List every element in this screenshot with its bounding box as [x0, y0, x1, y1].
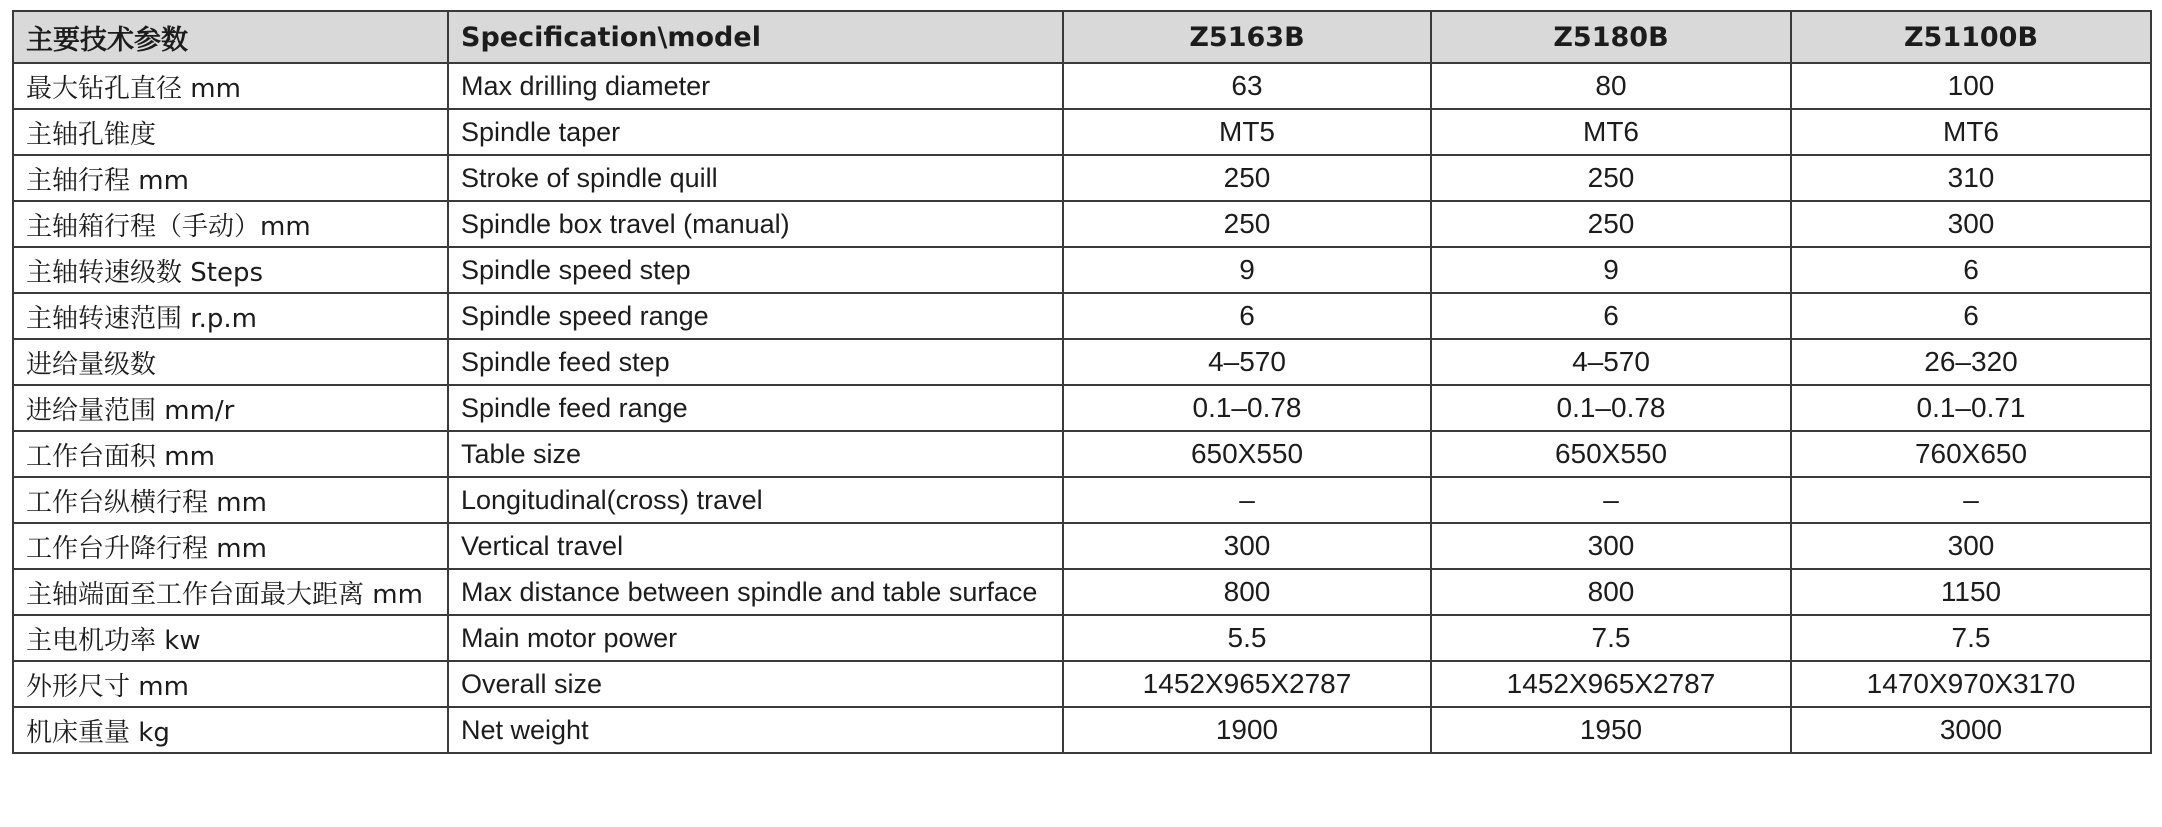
- cell-value: 80: [1431, 63, 1791, 109]
- cell-value: –: [1431, 477, 1791, 523]
- cell-value: 300: [1063, 523, 1431, 569]
- row-label-en: Spindle feed step: [448, 339, 1063, 385]
- table-row: [13, 661, 2151, 707]
- cell-value: 1900: [1063, 707, 1431, 753]
- row-label-cn: 主电机功率 kw: [13, 615, 448, 661]
- header-model-z5163b: Z5163B: [1063, 11, 1431, 63]
- row-label-cn: 主轴端面至工作台面最大距离 mm: [13, 569, 448, 615]
- table-row: [13, 339, 2151, 385]
- cell-value: 300: [1791, 201, 2151, 247]
- row-label-en: Vertical travel: [448, 523, 1063, 569]
- cell-value: 63: [1063, 63, 1431, 109]
- row-label-en: Overall size: [448, 661, 1063, 707]
- cell-value: 5.5: [1063, 615, 1431, 661]
- cell-value: 310: [1791, 155, 2151, 201]
- row-label-en: Spindle taper: [448, 109, 1063, 155]
- cell-value: 3000: [1791, 707, 2151, 753]
- cell-value: 250: [1063, 201, 1431, 247]
- table-row: [13, 431, 2151, 477]
- cell-value: 6: [1791, 247, 2151, 293]
- table-row: [13, 201, 2151, 247]
- cell-value: 9: [1063, 247, 1431, 293]
- row-label-cn: 主轴转速级数 Steps: [13, 247, 448, 293]
- row-label-en: Spindle box travel (manual): [448, 201, 1063, 247]
- table-body: [13, 63, 2151, 753]
- row-label-en: Max distance between spindle and table surface: [448, 569, 1063, 615]
- cell-value: MT6: [1791, 109, 2151, 155]
- header-row: [13, 11, 2151, 63]
- cell-value: 250: [1063, 155, 1431, 201]
- row-label-en: Stroke of spindle quill: [448, 155, 1063, 201]
- cell-value: 7.5: [1791, 615, 2151, 661]
- cell-value: 26–320: [1791, 339, 2151, 385]
- cell-value: 300: [1791, 523, 2151, 569]
- cell-value: 250: [1431, 155, 1791, 201]
- row-label-en: Longitudinal(cross) travel: [448, 477, 1063, 523]
- cell-value: MT6: [1431, 109, 1791, 155]
- table-row: [13, 293, 2151, 339]
- row-label-cn: 主轴箱行程（手动）mm: [13, 201, 448, 247]
- table-row: [13, 523, 2151, 569]
- cell-value: 1470X970X3170: [1791, 661, 2151, 707]
- cell-value: 6: [1431, 293, 1791, 339]
- row-label-en: Max drilling diameter: [448, 63, 1063, 109]
- cell-value: 0.1–0.78: [1431, 385, 1791, 431]
- header-param-cn: 主要技术参数: [13, 11, 448, 63]
- table-row: [13, 385, 2151, 431]
- table-row: [13, 63, 2151, 109]
- spec-sheet: [12, 10, 2150, 815]
- table-row: [13, 707, 2151, 753]
- row-label-cn: 主轴孔锥度: [13, 109, 448, 155]
- cell-value: 4–570: [1431, 339, 1791, 385]
- header-spec-en: Specification\model: [448, 11, 1063, 63]
- cell-value: 650X550: [1431, 431, 1791, 477]
- table-header: [13, 11, 2151, 63]
- row-label-en: Net weight: [448, 707, 1063, 753]
- cell-value: 0.1–0.71: [1791, 385, 2151, 431]
- cell-value: 6: [1791, 293, 2151, 339]
- row-label-cn: 主轴转速范围 r.p.m: [13, 293, 448, 339]
- table-row: [13, 477, 2151, 523]
- cell-value: –: [1063, 477, 1431, 523]
- cell-value: 4–570: [1063, 339, 1431, 385]
- row-label-cn: 外形尺寸 mm: [13, 661, 448, 707]
- specification-table: [12, 10, 2152, 754]
- cell-value: 1452X965X2787: [1063, 661, 1431, 707]
- cell-value: 1452X965X2787: [1431, 661, 1791, 707]
- row-label-cn: 主轴行程 mm: [13, 155, 448, 201]
- row-label-en: Spindle speed step: [448, 247, 1063, 293]
- table-row: [13, 615, 2151, 661]
- header-model-z5180b: Z5180B: [1431, 11, 1791, 63]
- cell-value: 650X550: [1063, 431, 1431, 477]
- row-label-cn: 机床重量 kg: [13, 707, 448, 753]
- cell-value: 1150: [1791, 569, 2151, 615]
- row-label-en: Table size: [448, 431, 1063, 477]
- row-label-cn: 工作台面积 mm: [13, 431, 448, 477]
- table-row: [13, 155, 2151, 201]
- cell-value: –: [1791, 477, 2151, 523]
- cell-value: 7.5: [1431, 615, 1791, 661]
- cell-value: 1950: [1431, 707, 1791, 753]
- cell-value: 100: [1791, 63, 2151, 109]
- row-label-en: Main motor power: [448, 615, 1063, 661]
- row-label-cn: 最大钻孔直径 mm: [13, 63, 448, 109]
- table-row: [13, 247, 2151, 293]
- cell-value: 800: [1431, 569, 1791, 615]
- row-label-cn: 工作台升降行程 mm: [13, 523, 448, 569]
- row-label-cn: 工作台纵横行程 mm: [13, 477, 448, 523]
- cell-value: 9: [1431, 247, 1791, 293]
- row-label-cn: 进给量级数: [13, 339, 448, 385]
- row-label-en: Spindle feed range: [448, 385, 1063, 431]
- cell-value: 6: [1063, 293, 1431, 339]
- table-row: [13, 109, 2151, 155]
- cell-value: 0.1–0.78: [1063, 385, 1431, 431]
- cell-value: 250: [1431, 201, 1791, 247]
- row-label-en: Spindle speed range: [448, 293, 1063, 339]
- table-row: [13, 569, 2151, 615]
- row-label-cn: 进给量范围 mm/r: [13, 385, 448, 431]
- cell-value: 300: [1431, 523, 1791, 569]
- header-model-z51100b: Z51100B: [1791, 11, 2151, 63]
- cell-value: 760X650: [1791, 431, 2151, 477]
- cell-value: 800: [1063, 569, 1431, 615]
- cell-value: MT5: [1063, 109, 1431, 155]
